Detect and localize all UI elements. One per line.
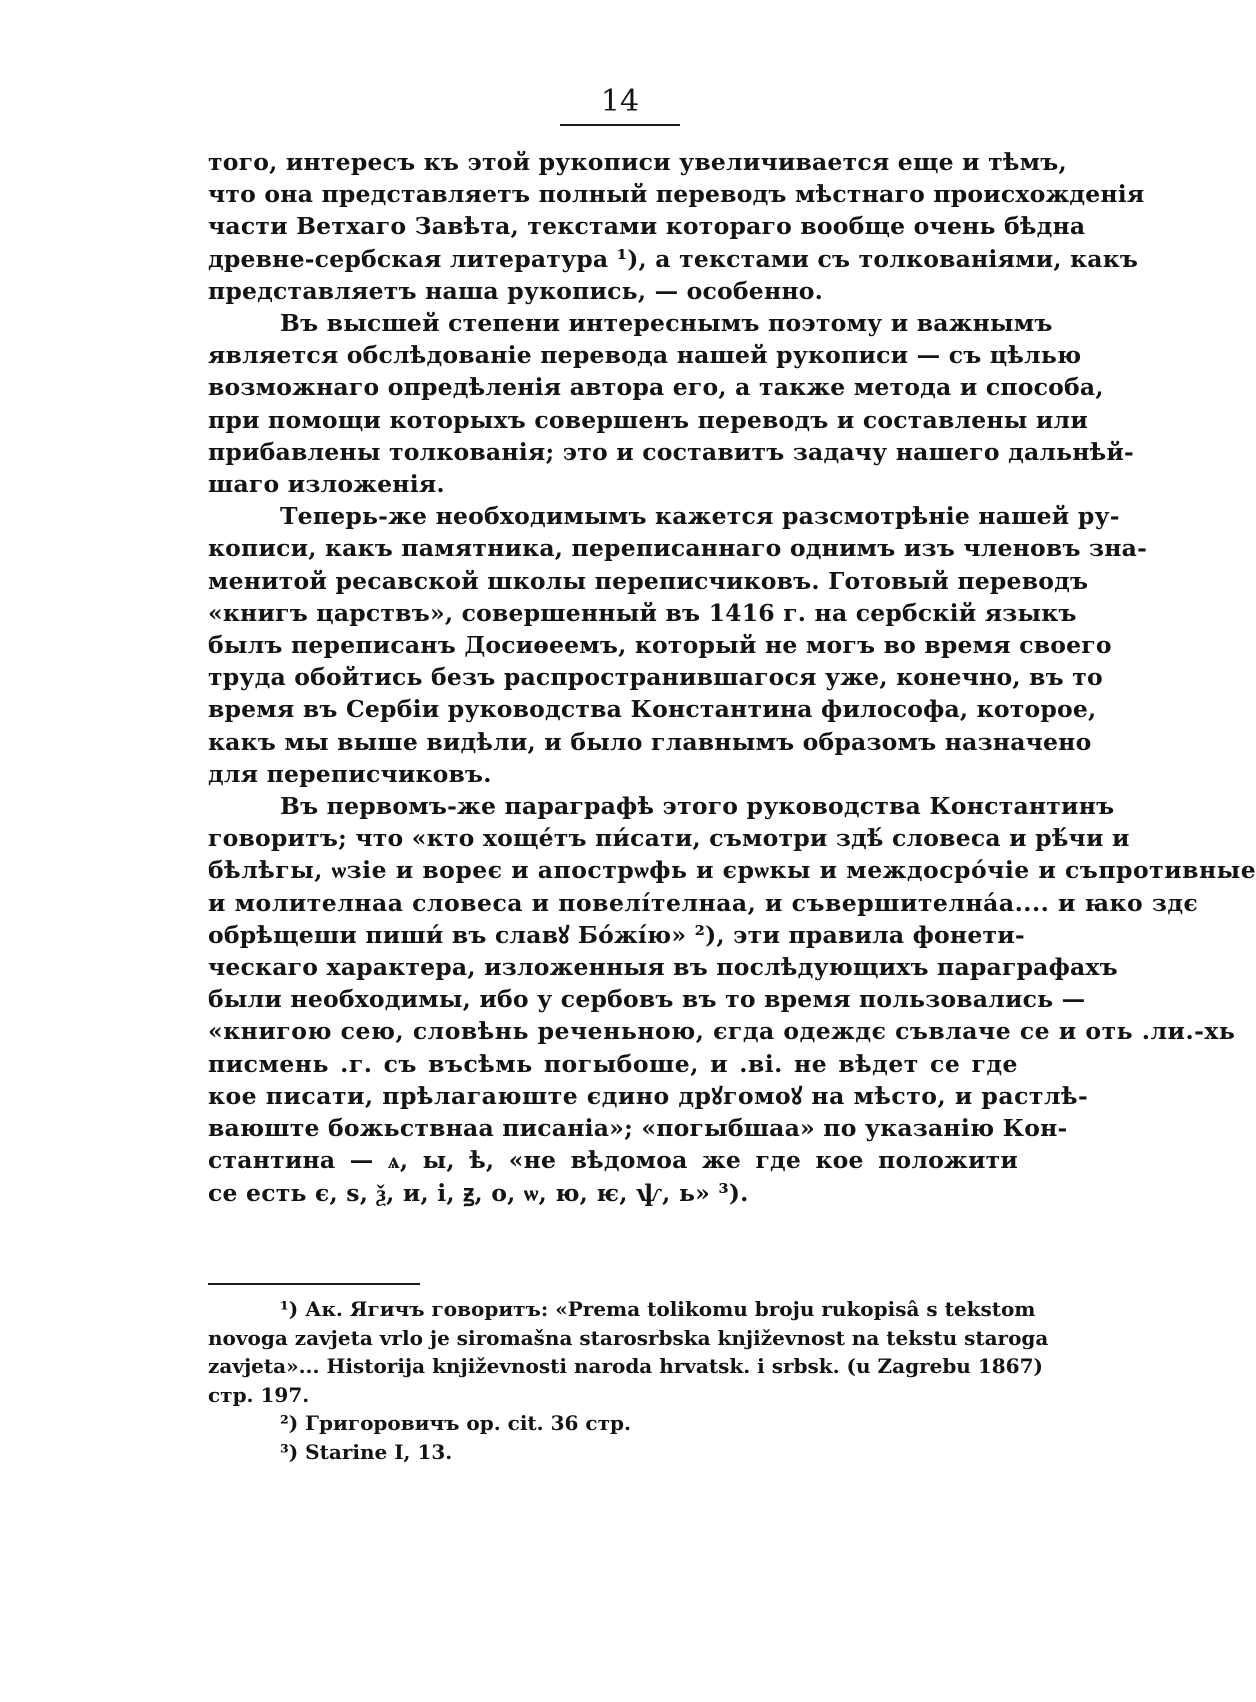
footnote-3 [208, 1438, 1018, 1467]
text-line: Въ высшей степени интереснымъ поэтому и важнымъ [280, 309, 1053, 338]
text-line: того, интересъ къ этой рукописи увеличивается еще и тѣмъ, [208, 148, 1067, 176]
paragraph-2 [208, 307, 1134, 500]
paragraph-1 [208, 146, 1145, 307]
footnote-rule [208, 1283, 420, 1285]
page-number-rule [560, 124, 680, 126]
main-text [208, 146, 1256, 1209]
footnote-line: стр. 197. [208, 1382, 310, 1407]
church-slavonic-line: «книгою сею, словѣнь реченьною, єгда одеждє съвлаче се и оть .ли.-хь [208, 1017, 1236, 1046]
text-line: труда обойтись безъ распространившагося уже, конечно, въ то [208, 663, 1103, 692]
footnote-2 [208, 1409, 1018, 1438]
footnote-line: ³) Starine I, 13. [280, 1439, 453, 1464]
text-line: се есть є, ѕ, ѯ, и, і, ꙃ, о, ѡ, ю, ѥ, ѱ, ь» ³). [208, 1178, 749, 1207]
text-line: для переписчиковъ. [208, 759, 492, 788]
paragraph-3 [208, 500, 1148, 790]
church-slavonic-line: кое писати, прѣлагаюште єдино дрꙋгомоꙋ на мѣсто, и растлѣ- [208, 1081, 1089, 1110]
page-number: 14 [600, 84, 640, 119]
footnote-line: novoga zavjeta vrlo je siromašna starosrbska književnost na tekstu starogа [208, 1325, 1049, 1350]
text-line: говоритъ; что «кто хоще́тъ пи́сати, съмотри здѣ́ словеса и рѣ́чи и [208, 824, 1130, 853]
text-line: менитой ресавской школы переписчиковъ. Готовый переводъ [208, 566, 1089, 595]
footnote-line: ²) Григоровичъ op. cit. 36 стр. [280, 1411, 631, 1435]
text-line: Въ первомъ-же параграфѣ этого руководства Константинъ [280, 792, 1115, 821]
text-line: обрѣщеши пиши́ въ славꙋ Бо́жі́ю» ²), эти правила фонети- [208, 920, 1025, 949]
footnotes [208, 1295, 1049, 1466]
text-line: ческаго характера, изложенныя въ послѣдующихъ параграфахъ [208, 953, 1118, 982]
text-line: шаго изложенія. [208, 470, 445, 499]
church-slavonic-line: и молителнаа словеса и повелі́телнаа, и съвершителна́а.... и ꙗко здє [208, 888, 1199, 917]
text-line: прибавлены толкованія; это и составитъ задачу нашего дальнѣй- [208, 437, 1134, 466]
text-line: части Ветхаго Завѣта, текстами котораго вообще очень бѣдна [208, 212, 1086, 241]
footnote-line: ¹) Ак. Ягичъ говоритъ: «Prema tolikomu broju rukopisâ s tekstom [280, 1297, 1036, 1321]
text-line: былъ переписанъ Досиѳеемъ, который не могъ во время своего [208, 631, 1112, 660]
paragraph-4 [208, 790, 1256, 1209]
text-line: возможнаго опредѣленія автора его, а также метода и способа, [208, 373, 1104, 402]
text-line: Теперь-же необходимымъ кажется разсмотрѣніе нашей ру- [280, 502, 1120, 531]
text-line: что она представляетъ полный переводъ мѣстнаго происхожденія [208, 180, 1145, 209]
text-line: «книгъ царствъ», совершенный въ 1416 г. на сербскій языкъ [208, 598, 1077, 627]
text-line: стантина — ѧ, ы, ѣ, «не вѣдомоа же где кое положити [208, 1146, 1018, 1175]
text-line: кописи, какъ памятника, переписаннаго однимъ изъ членовъ зна- [208, 534, 1148, 563]
text-line: какъ мы выше видѣли, и было главнымъ образомъ назначено [208, 727, 1092, 756]
footnote-1 [208, 1295, 1049, 1409]
footnote-line: zavjeta»... Historija književnosti naroda hrvatsk. i srbsk. (u Zagrebu 1867) [208, 1354, 1043, 1378]
text-line: является обслѣдованіе перевода нашей рукописи — съ цѣлью [208, 341, 1082, 370]
church-slavonic-line: бѣлѣгы, ѡзіе и вореє и апострѡфь и єрѡкы и междосро́чіе и съпротивные [208, 856, 1256, 885]
church-slavonic-line: писмень .г. съ въсѣмь погыбоше, и .ві. не вѣдет се где [208, 1049, 1018, 1078]
text-line: представляетъ наша рукопись, — особенно. [208, 276, 824, 305]
text-line: время въ Сербіи руководства Константина философа, которое, [208, 695, 1097, 724]
text-line: древне-сербская литература ¹), а текстами съ толкованіями, какъ [208, 244, 1139, 273]
text-line: были необходимы, ибо у сербовъ въ то время пользовались — [208, 985, 1086, 1014]
text-line: при помощи которыхъ совершенъ переводъ и составлены или [208, 405, 1088, 434]
text-line: ваюште божьствнаа писаніа»; «погыбшаа» по указанію Кон- [208, 1114, 1068, 1143]
